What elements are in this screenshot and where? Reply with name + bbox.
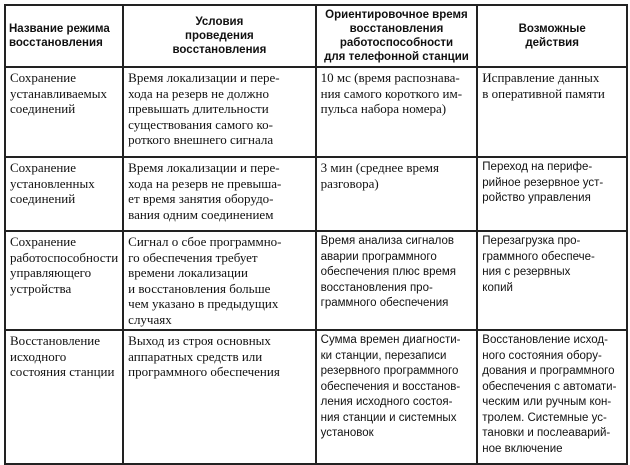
header-recovery-time: Ориентировочное время восстановления работоспособности для телефонной станции <box>316 5 478 67</box>
cell-conditions: Сигнал о сбое программно- го обеспечения требует времени локализации и восстановления больше чем указано в предыдущих случаях <box>123 231 315 330</box>
header-actions: Возможные действия <box>477 5 627 67</box>
cell-conditions: Выход из строя основных аппаратных средств или программного обеспечения <box>123 330 315 464</box>
cell-mode-name: Сохранение устанавливаемых соединений <box>5 67 123 157</box>
table-row <box>5 157 627 231</box>
cell-conditions: Время локализации и пере- хода на резерв не должно превышать длительности существования самого ко- роткого внешнего сигнала <box>123 67 315 157</box>
header-row <box>5 5 627 67</box>
recovery-modes-table <box>4 4 628 465</box>
cell-mode-name: Сохранение установленных соединений <box>5 157 123 231</box>
cell-recovery-time: 10 мс (время распознава- ния самого короткого им- пульса набора номера) <box>316 67 478 157</box>
table-row <box>5 330 627 464</box>
cell-actions: Переход на перифе- рийное резервное уст- ройство управления <box>477 157 627 231</box>
cell-recovery-time: 3 мин (среднее время разговора) <box>316 157 478 231</box>
cell-mode-name: Восстановление исходного состояния станции <box>5 330 123 464</box>
cell-actions: Восстановление исход- ного состояния обору- дования и программного обеспечения с автомати- ческим или ручным кон- тролем. Системные ус- тановки и послеаварий- ное включение <box>477 330 627 464</box>
table-row <box>5 231 627 330</box>
cell-recovery-time: Сумма времен диагности- ки станции, перезаписи резервного программного обеспечения и восстанов- ления исходного состоя- ния станции и системных установок <box>316 330 478 464</box>
cell-actions: Исправление данных в оперативной памяти <box>477 67 627 157</box>
cell-recovery-time: Время анализа сигналов аварии программного обеспечения плюс время восстановления про- граммного обеспечения <box>316 231 478 330</box>
table-row <box>5 67 627 157</box>
cell-mode-name: Сохранение работоспособности управляющего устройства <box>5 231 123 330</box>
cell-actions: Перезагрузка про- граммного обеспече- ния с резервных копий <box>477 231 627 330</box>
header-conditions: Условия проведения восстановления <box>123 5 315 67</box>
cell-conditions: Время локализации и пере- хода на резерв не превыша- ет время занятия оборудо- вания одним соединением <box>123 157 315 231</box>
header-mode-name: Название режима восстановления <box>5 5 123 67</box>
